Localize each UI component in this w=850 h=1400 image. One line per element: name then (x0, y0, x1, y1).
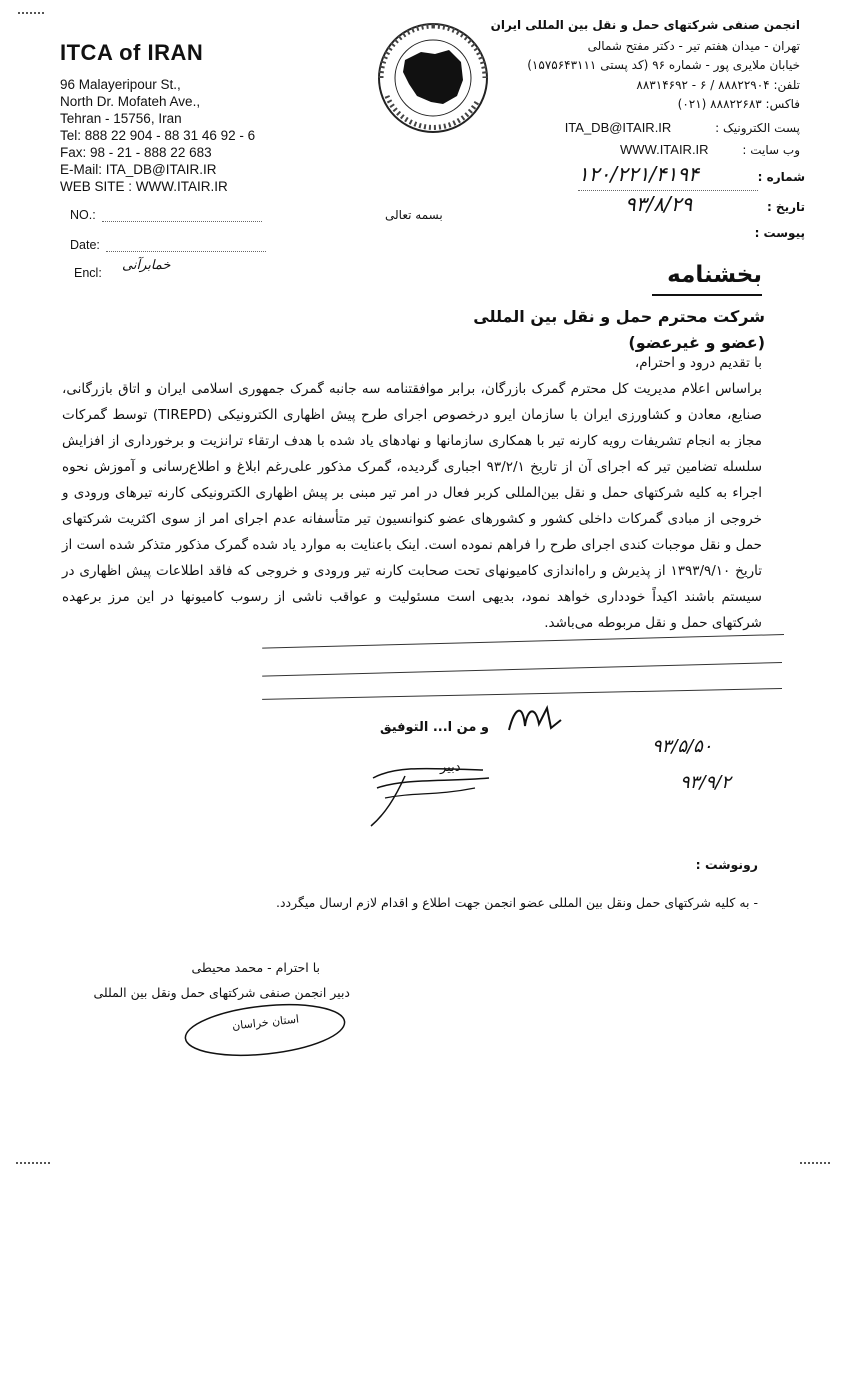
body-text: براساس اعلام مدیریت کل محترم گمرک بازرگان، برابر موافقتنامه سه جانبه گمرک جمهوری اسلامی ایران و اتاق بازرگانی، صنایع، معادن و کشاورزی ایران با سازمان ایرو درخصوص اجرای طرح پیش اظهاری الکترونیکی (TIREPD) توسط گمرکات مجاز به انجام تشریفات رویه کارنه تیر با همکاری سازمانها و نهادهای یاد شده با هدف ارتقاء ترانزیت و برخورداری از افزایش سلسله تضامین تیر که اجرای آن از تاریخ ۹۳/۲/۱ اجباری گردیده، گمرک مذکور علی‌رغم ابلاغ و اطلاع‌رسانی و آموزش نحوه اجراء به کلیه شرکتهای حمل و نقل بین‌المللی کربر فعال در امر تیر مبنی بر پیش اظهاری الکترونیکی کارنه تیرهای ورودی و خروجی از مبادی گمرکات داخلی کشور و کشورهای عضو کنوانسیون تیر متأسفانه عدم اجرای امر از سوی اکثریت شرکتهای حمل و نقل موجبات کندی اجرای طرح را فراهم نموده است. اینک باعنایت به موارد یاد شده گمرک مذکور متذکر شده است از تاریخ ۱۳۹۳/۹/۱۰ از پذیرش و راه‌اندازی کامیونهای تحت صحابت کارنه تیر ورودی و خروجی که فاقد اطلاعات پیش اظهاری در سیستم باشند اکیداً خودداری خواهد نمود، بدیهی است مسئولیت و عواقب ناشی از رسوب کامیونها در این مرز برعهده شرکتهای حمل و نقل مربوطه می‌باشد. (62, 381, 763, 631)
tel-en: Tel: 888 22 904 - 88 31 46 92 - 6 (60, 128, 256, 143)
scan-mark-bottom-left (16, 1162, 50, 1164)
sender-regards: با احترام - محمد محیطی (191, 960, 320, 975)
email-row-fa (470, 118, 800, 138)
date-value: ۹۳/۸/۲۹ (625, 192, 693, 216)
number-value: ۱۲۰/۲۲۱/۴۱۹۴ (578, 162, 699, 186)
handwritten-date-2: ۹۳/۹/۲ (680, 772, 731, 793)
document-title: بخشنامه (667, 262, 762, 288)
field-date-label: Date: (70, 238, 100, 252)
field-date (70, 238, 266, 252)
field-no (70, 208, 262, 222)
website-fa: WWW.ITAIR.IR (619, 142, 709, 157)
handwritten-note: خمابرآنی (122, 258, 171, 273)
org-name-fa: انجمن صنفی شرکتهای حمل و نقل بین المللی ایران (490, 18, 800, 32)
closing: و من ا... التوفیق (380, 720, 490, 735)
initials-signature (505, 700, 565, 738)
recipient-line-1: شرکت محترم حمل و نقل بین المللی (473, 307, 765, 326)
number-line (578, 190, 758, 191)
field-encl-label: Encl: (74, 266, 102, 280)
signatory-title: دبیر (440, 760, 461, 775)
address-fa-2: خیابان ملایری پور - شماره ۹۶ (کد پستی ۱۵۷۵۶۴۳۱۱۱) (527, 58, 800, 72)
recipient-line-2: (عضو و غیرعضو) (628, 333, 765, 352)
field-encl (74, 266, 102, 280)
scan-mark (18, 12, 44, 14)
hand-underline-1 (262, 634, 784, 649)
website-row-fa (470, 140, 800, 160)
basmala: بسمه تعالی (385, 208, 443, 222)
website-label-fa: وب سایت : (742, 143, 800, 157)
hand-underline-2 (262, 662, 782, 677)
cc-label: رونوشت : (695, 857, 758, 872)
title-underline (652, 294, 762, 296)
hand-underline-3 (262, 688, 782, 700)
website-en: WEB SITE : WWW.ITAIR.IR (60, 179, 228, 194)
email-label-fa: پست الکترونیک : (715, 121, 800, 135)
greeting: با تقدیم درود و احترام، (634, 355, 762, 371)
address-fa-1: تهران - میدان هفتم تیر - دکتر مفتح شمالی (587, 39, 800, 53)
oval-stamp (180, 1000, 350, 1060)
attachment-label: پیوست : (754, 226, 805, 240)
field-no-label: NO.: (70, 208, 96, 222)
stamp-text: استان خراسان (231, 1012, 300, 1033)
email-en: E-Mail: ITA_DB@ITAIR.IR (60, 162, 217, 177)
scan-mark-bottom-right (800, 1162, 830, 1164)
address-line-2: North Dr. Mofateh Ave., (60, 94, 201, 109)
phone-fa: تلفن: ۸۸۸۲۲۹۰۴ / ۶ - ۸۸۳۱۴۶۹۲ (636, 78, 800, 92)
email-fa: ITA_DB@ITAIR.IR (564, 120, 672, 135)
cc-text: - به کلیه شرکتهای حمل ونقل بین المللی عضو انجمن جهت اطلاع و اقدام لازم ارسال میگردد. (275, 895, 758, 910)
number-label: شماره : (757, 170, 805, 184)
address-line-1: 96 Malayeripour St., (60, 77, 181, 92)
address-line-3: Tehran - 15756, Iran (60, 111, 182, 126)
date-label: تاریخ : (766, 200, 805, 214)
fax-en: Fax: 98 - 21 - 888 22 683 (60, 145, 212, 160)
main-signature (365, 748, 495, 828)
sender-title: دبیر انجمن صنفی شرکتهای حمل ونقل بین المللی (93, 985, 350, 1000)
org-name-en: ITCA of IRAN (60, 40, 204, 65)
recipient (345, 304, 765, 356)
handwritten-date-1: ۹۳/۵/۵۰ (652, 736, 713, 757)
fax-fa: فاکس: ۸۸۸۲۲۶۸۳ (۰۲۱) (677, 97, 800, 111)
